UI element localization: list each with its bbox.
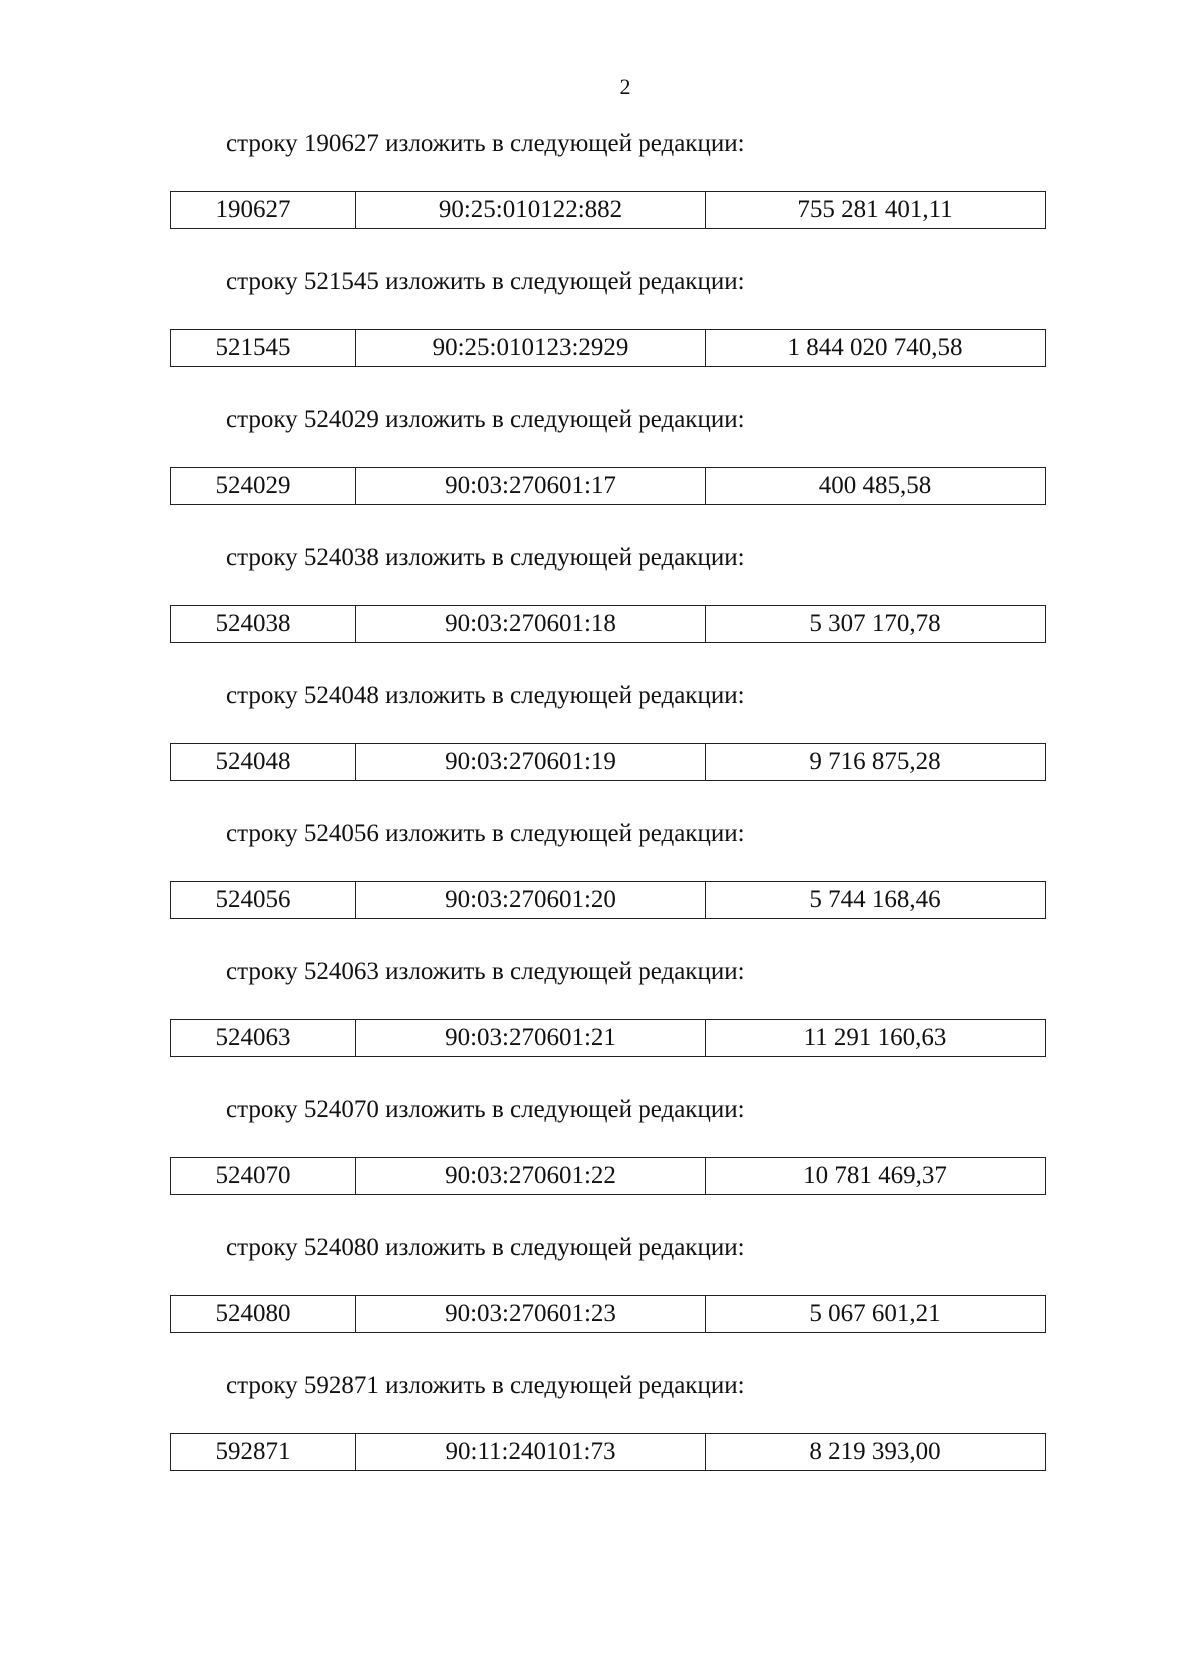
cadastral-number-cell: 90:03:270601:20 <box>356 882 706 918</box>
amendment-entry <box>0 1370 1200 1510</box>
cadastral-number-cell: 90:11:240101:73 <box>356 1434 706 1470</box>
value-cell: 9 716 875,28 <box>809 748 941 775</box>
cadastral-number-cell: 90:03:270601:18 <box>356 606 706 642</box>
page-number: 2 <box>619 74 631 99</box>
value-cell: 5 067 601,21 <box>809 1300 941 1327</box>
table-row <box>170 329 1046 367</box>
table-row <box>170 605 1046 643</box>
value-cell: 11 291 160,63 <box>803 1024 947 1051</box>
amendment-intro: строку 524048 изложить в следующей редакции: <box>226 682 745 709</box>
amendment-entry <box>0 128 1200 268</box>
row-number-cell: 190627 <box>171 192 356 228</box>
table-row <box>170 1433 1046 1471</box>
row-number-cell: 524029 <box>171 468 356 504</box>
cadastral-number-cell: 90:03:270601:22 <box>356 1158 706 1194</box>
amendment-entry <box>0 956 1200 1096</box>
table-row <box>170 467 1046 505</box>
row-number-cell: 524038 <box>171 606 356 642</box>
cadastral-number-cell: 90:25:010122:882 <box>356 192 706 228</box>
amendment-intro: строку 592871 изложить в следующей редакции: <box>226 1372 745 1399</box>
value-cell: 8 219 393,00 <box>809 1438 941 1465</box>
value-cell: 1 844 020 740,58 <box>787 334 963 361</box>
cadastral-number-cell: 90:03:270601:19 <box>356 744 706 780</box>
value-cell: 755 281 401,11 <box>797 196 953 223</box>
row-number-cell: 524056 <box>171 882 356 918</box>
amendment-intro: строку 521545 изложить в следующей редакции: <box>226 268 745 295</box>
row-number-cell: 524070 <box>171 1158 356 1194</box>
amendment-entry <box>0 404 1200 544</box>
amendment-entry <box>0 266 1200 406</box>
amendment-entry <box>0 818 1200 958</box>
amendment-intro: строку 524029 изложить в следующей редакции: <box>226 406 745 433</box>
row-number-cell: 524048 <box>171 744 356 780</box>
amendment-entry <box>0 1232 1200 1372</box>
amendment-intro: строку 190627 изложить в следующей редакции: <box>226 130 745 157</box>
amendment-intro: строку 524063 изложить в следующей редакции: <box>226 958 745 985</box>
row-number-cell: 592871 <box>171 1434 356 1470</box>
amendment-intro: строку 524070 изложить в следующей редакции: <box>226 1096 745 1123</box>
table-row <box>170 191 1046 229</box>
table-row <box>170 743 1046 781</box>
value-cell: 5 744 168,46 <box>809 886 941 913</box>
cadastral-number-cell: 90:03:270601:21 <box>356 1020 706 1056</box>
amendment-entry <box>0 680 1200 820</box>
amendment-entry <box>0 542 1200 682</box>
cadastral-number-cell: 90:03:270601:23 <box>356 1296 706 1332</box>
row-number-cell: 524080 <box>171 1296 356 1332</box>
row-number-cell: 524063 <box>171 1020 356 1056</box>
amendment-entry <box>0 1094 1200 1234</box>
cadastral-number-cell: 90:03:270601:17 <box>356 468 706 504</box>
amendment-intro: строку 524038 изложить в следующей редакции: <box>226 544 745 571</box>
value-cell: 400 485,58 <box>818 472 932 499</box>
value-cell: 10 781 469,37 <box>803 1162 947 1189</box>
table-row <box>170 1157 1046 1195</box>
value-cell: 5 307 170,78 <box>809 610 941 637</box>
table-row <box>170 1295 1046 1333</box>
cadastral-number-cell: 90:25:010123:2929 <box>356 330 706 366</box>
row-number-cell: 521545 <box>171 330 356 366</box>
table-row <box>170 1019 1046 1057</box>
amendment-intro: строку 524080 изложить в следующей редакции: <box>226 1234 745 1261</box>
amendment-intro: строку 524056 изложить в следующей редакции: <box>226 820 745 847</box>
table-row <box>170 881 1046 919</box>
